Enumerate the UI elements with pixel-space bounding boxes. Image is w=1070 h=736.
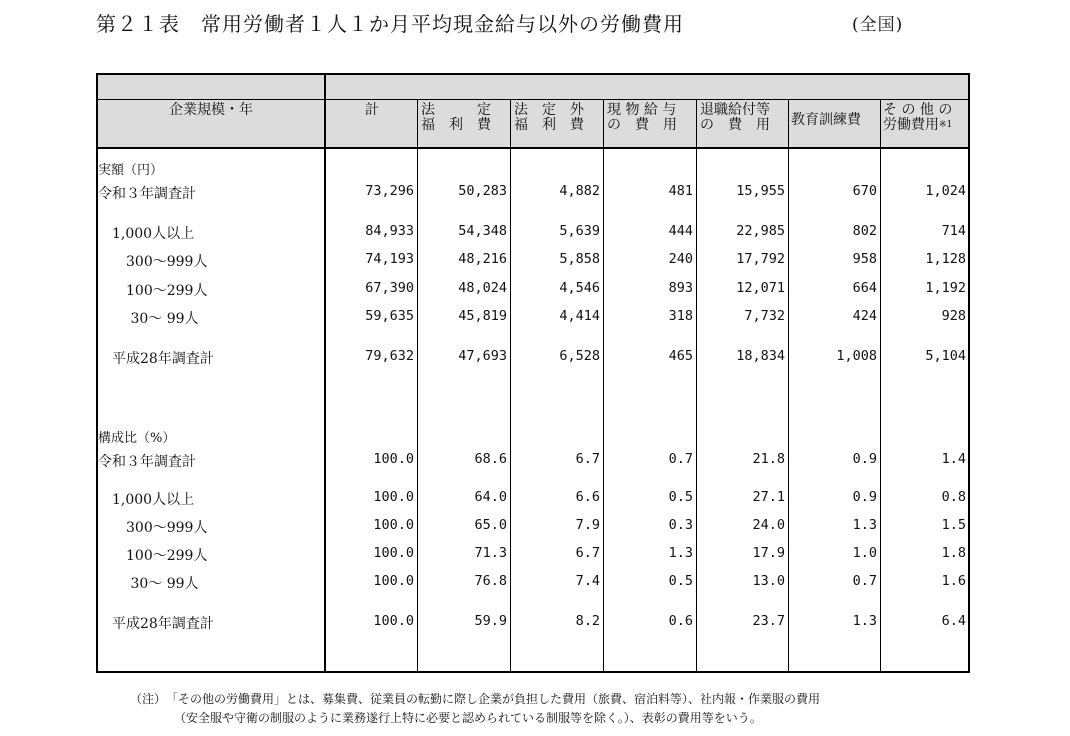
section-ratio: 構成比（%） <box>98 431 176 446</box>
table-row <box>98 515 968 537</box>
cell-value: 5,858 <box>559 251 600 267</box>
cell-value: 444 <box>668 223 693 239</box>
cell-value: 0.8 <box>941 489 966 505</box>
cell-value: 17.9 <box>752 545 785 561</box>
table-row <box>98 487 968 509</box>
table-row <box>98 221 968 243</box>
cell-value: 1.4 <box>941 451 966 467</box>
table-row <box>98 543 968 565</box>
cell-value: 65.0 <box>474 517 507 533</box>
row-label: 30～ 99人 <box>98 311 199 327</box>
cell-value: 1.3 <box>852 517 877 533</box>
cell-value: 1.0 <box>852 545 877 561</box>
header-other-labor-cost: そ の 他 の 労働費用$^{※1}$ <box>883 102 953 133</box>
cell-value: 59.9 <box>474 613 507 629</box>
cell-value: 100.0 <box>373 613 414 629</box>
cell-value: 15,955 <box>736 183 785 199</box>
cell-value: 6.6 <box>575 489 600 505</box>
cell-value: 318 <box>668 308 693 324</box>
cell-value: 714 <box>941 223 966 239</box>
cell-value: 481 <box>668 183 693 199</box>
cell-value: 54,348 <box>458 223 507 239</box>
cell-value: 1,008 <box>836 348 877 364</box>
header-separator <box>98 147 968 149</box>
cell-value: 18,834 <box>736 348 785 364</box>
table-row <box>98 571 968 593</box>
cell-value: 664 <box>852 280 877 296</box>
cell-value: 6.7 <box>575 545 600 561</box>
row-label: 平成28年調査計 <box>98 616 214 632</box>
cell-value: 1.8 <box>941 545 966 561</box>
table-row <box>98 449 968 471</box>
cell-value: 17,792 <box>736 251 785 267</box>
cell-value: 100.0 <box>373 573 414 589</box>
data-table <box>96 73 970 673</box>
cell-value: 4,414 <box>559 308 600 324</box>
cell-value: 71.3 <box>474 545 507 561</box>
header-benefits-in-kind: 現 物 給 与 の 費 用 <box>607 102 677 133</box>
cell-value: 100.0 <box>373 489 414 505</box>
row-label: 100～299人 <box>98 548 208 564</box>
cell-value: 1.3 <box>852 613 877 629</box>
cell-value: 73,296 <box>365 183 414 199</box>
table-row <box>98 249 968 271</box>
cell-value: 8.2 <box>575 613 600 629</box>
cell-value: 802 <box>852 223 877 239</box>
table-title: 第２１表 常用労働者１人１か月平均現金給与以外の労働費用 <box>96 12 684 36</box>
section-amount: 実額（円） <box>98 163 164 178</box>
cell-value: 6.7 <box>575 451 600 467</box>
cell-value: 4,546 <box>559 280 600 296</box>
cell-value: 47,693 <box>458 348 507 364</box>
cell-value: 1.5 <box>941 517 966 533</box>
row-label: 1,000人以上 <box>98 492 195 508</box>
cell-value: 100.0 <box>373 545 414 561</box>
cell-value: 1,192 <box>925 280 966 296</box>
cell-value: 6.4 <box>941 613 966 629</box>
cell-value: 24.0 <box>752 517 785 533</box>
cell-value: 6,528 <box>559 348 600 364</box>
row-label: 30～ 99人 <box>98 576 199 592</box>
cell-value: 4,882 <box>559 183 600 199</box>
cell-value: 5,639 <box>559 223 600 239</box>
cell-value: 79,632 <box>365 348 414 364</box>
cell-value: 84,933 <box>365 223 414 239</box>
cell-value: 68.6 <box>474 451 507 467</box>
cell-value: 0.5 <box>668 489 693 505</box>
row-label: 1,000人以上 <box>98 226 195 242</box>
header-legal-welfare: 法 定 福 利 費 <box>421 102 491 133</box>
footnote-line: （安全服や守衛の制服のように業務遂行上特に必要と認められている制服等を除く。）、表彰の費用等をいう。 <box>174 711 762 725</box>
header-total: 計 <box>365 102 379 118</box>
cell-value: 13.0 <box>752 573 785 589</box>
row-label: 令和３年調査計 <box>98 186 196 202</box>
table-row <box>98 181 968 203</box>
row-label: 平成28年調査計 <box>98 351 214 367</box>
cell-value: 424 <box>852 308 877 324</box>
table-row <box>98 346 968 368</box>
cell-value: 59,635 <box>365 308 414 324</box>
cell-value: 7.4 <box>575 573 600 589</box>
table-row <box>98 278 968 300</box>
cell-value: 958 <box>852 251 877 267</box>
cell-value: 48,216 <box>458 251 507 267</box>
row-label: 300～999人 <box>98 254 208 270</box>
cell-value: 240 <box>668 251 693 267</box>
cell-value: 5,104 <box>925 348 966 364</box>
footnote-line: 「その他の労働費用」とは、募集費、従業員の転勤に際し企業が負担した費用（旅費、宿泊料等）、社内報・作業服の費用 <box>172 692 821 706</box>
header-nonlegal-welfare: 法 定 外 福 利 費 <box>514 102 584 133</box>
note-mark: ※1 <box>939 120 953 130</box>
header-category: 企業規模・年 <box>169 102 253 118</box>
cell-value: 67,390 <box>365 280 414 296</box>
header-top-strip <box>98 75 968 100</box>
cell-value: 21.8 <box>752 451 785 467</box>
cell-value: 1.6 <box>941 573 966 589</box>
cell-value: 22,985 <box>736 223 785 239</box>
cell-value: 893 <box>668 280 693 296</box>
cell-value: 100.0 <box>373 517 414 533</box>
cell-value: 1.3 <box>668 545 693 561</box>
header-retirement: 退職給付等 の 費 用 <box>700 102 770 133</box>
cell-value: 0.7 <box>668 451 693 467</box>
row-label: 300～999人 <box>98 520 208 536</box>
cell-value: 27.1 <box>752 489 785 505</box>
cell-value: 45,819 <box>458 308 507 324</box>
cell-value: 76.8 <box>474 573 507 589</box>
row-label: 100～299人 <box>98 283 208 299</box>
cell-value: 7.9 <box>575 517 600 533</box>
cell-value: 465 <box>668 348 693 364</box>
cell-value: 74,193 <box>365 251 414 267</box>
cell-value: 50,283 <box>458 183 507 199</box>
cell-value: 100.0 <box>373 451 414 467</box>
page-title <box>96 8 976 38</box>
cell-value: 1,128 <box>925 251 966 267</box>
cell-value: 0.6 <box>668 613 693 629</box>
table-row <box>98 611 968 633</box>
cell-value: 0.9 <box>852 451 877 467</box>
cell-value: 928 <box>941 308 966 324</box>
footnote-mark: （注） <box>130 692 161 706</box>
cell-value: 23.7 <box>752 613 785 629</box>
cell-value: 0.9 <box>852 489 877 505</box>
cell-value: 7,732 <box>744 308 785 324</box>
cell-value: 64.0 <box>474 489 507 505</box>
header-training: 教育訓練費 <box>791 112 861 128</box>
cell-value: 0.7 <box>852 573 877 589</box>
cell-value: 670 <box>852 183 877 199</box>
cell-value: 0.3 <box>668 517 693 533</box>
cell-value: 48,024 <box>458 280 507 296</box>
cell-value: 12,071 <box>736 280 785 296</box>
table-row <box>98 306 968 328</box>
cell-value: 1,024 <box>925 183 966 199</box>
footnote <box>130 690 1030 728</box>
row-label: 令和３年調査計 <box>98 454 196 470</box>
cell-value: 0.5 <box>668 573 693 589</box>
table-scope: (全国) <box>852 15 904 35</box>
